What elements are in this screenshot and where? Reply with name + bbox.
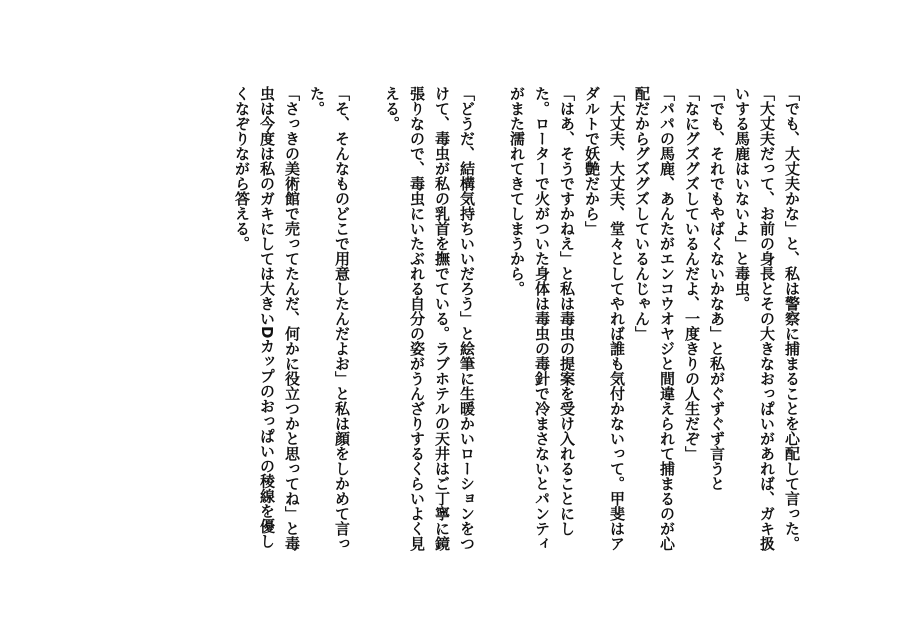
paragraph-2: 「大丈夫だって、お前の身長とその大きなおっぱいがあれば、ガキ扱いする馬鹿はいないよ」と毒虫。 bbox=[733, 86, 776, 551]
paragraph-9: 「そ、そんなものどこで用意したんだよお」と私は顔をしかめて言った。 bbox=[308, 86, 351, 551]
paragraph-6: 「大丈夫、大丈夫、堂々としてやれば誰も気付かないって。甲斐はアダルトで妖艶だから」 bbox=[583, 86, 626, 551]
paragraph-1: 「でも、大丈夫かな」と、私は警察に捕まることを心配して言った。 bbox=[783, 86, 801, 551]
paragraph-4: 「なにグズグズしているんだよ、一度きりの人生だぞ」 bbox=[683, 86, 701, 461]
paragraph-8: 「どうだ、結構気持ちいいだろう」と絵筆に生暖かいローションをつけて、毒虫が私の乳首を撫でている。ラブホテルの天井はご丁寧に鏡張りなので、毒虫にいたぶれる自分の姿がうんざりするくらいよく見える。 bbox=[383, 86, 476, 551]
paragraph-5: 「パパの馬鹿、あんたがエンコウオヤジと間違えられて捕まるのが心配だからグズグズしているんじゃん」 bbox=[633, 86, 676, 551]
paragraph-spacer bbox=[354, 86, 379, 556]
paragraph-3: 「でも、それでもやばくないかなあ」と私がぐずぐず言うと bbox=[708, 86, 726, 491]
paragraph-10: 「さっきの美術館で売ってたんだ、何かに役立つかと思ってね」と毒虫は今度は私のガキにしては大きいDカップのおっぱいの稜線を優しくなぞりながら答える。 bbox=[233, 86, 301, 551]
vertical-text-body bbox=[84, 86, 804, 556]
paragraph-7: 「はあ、そうですかねえ」と私は毒虫の提案を受け入れることにした。ローターで火がついた身体は毒虫の毒針で冷まさないとパンティがまた濡れてきてしまうから。 bbox=[508, 86, 576, 551]
paragraph-spacer bbox=[479, 86, 504, 556]
